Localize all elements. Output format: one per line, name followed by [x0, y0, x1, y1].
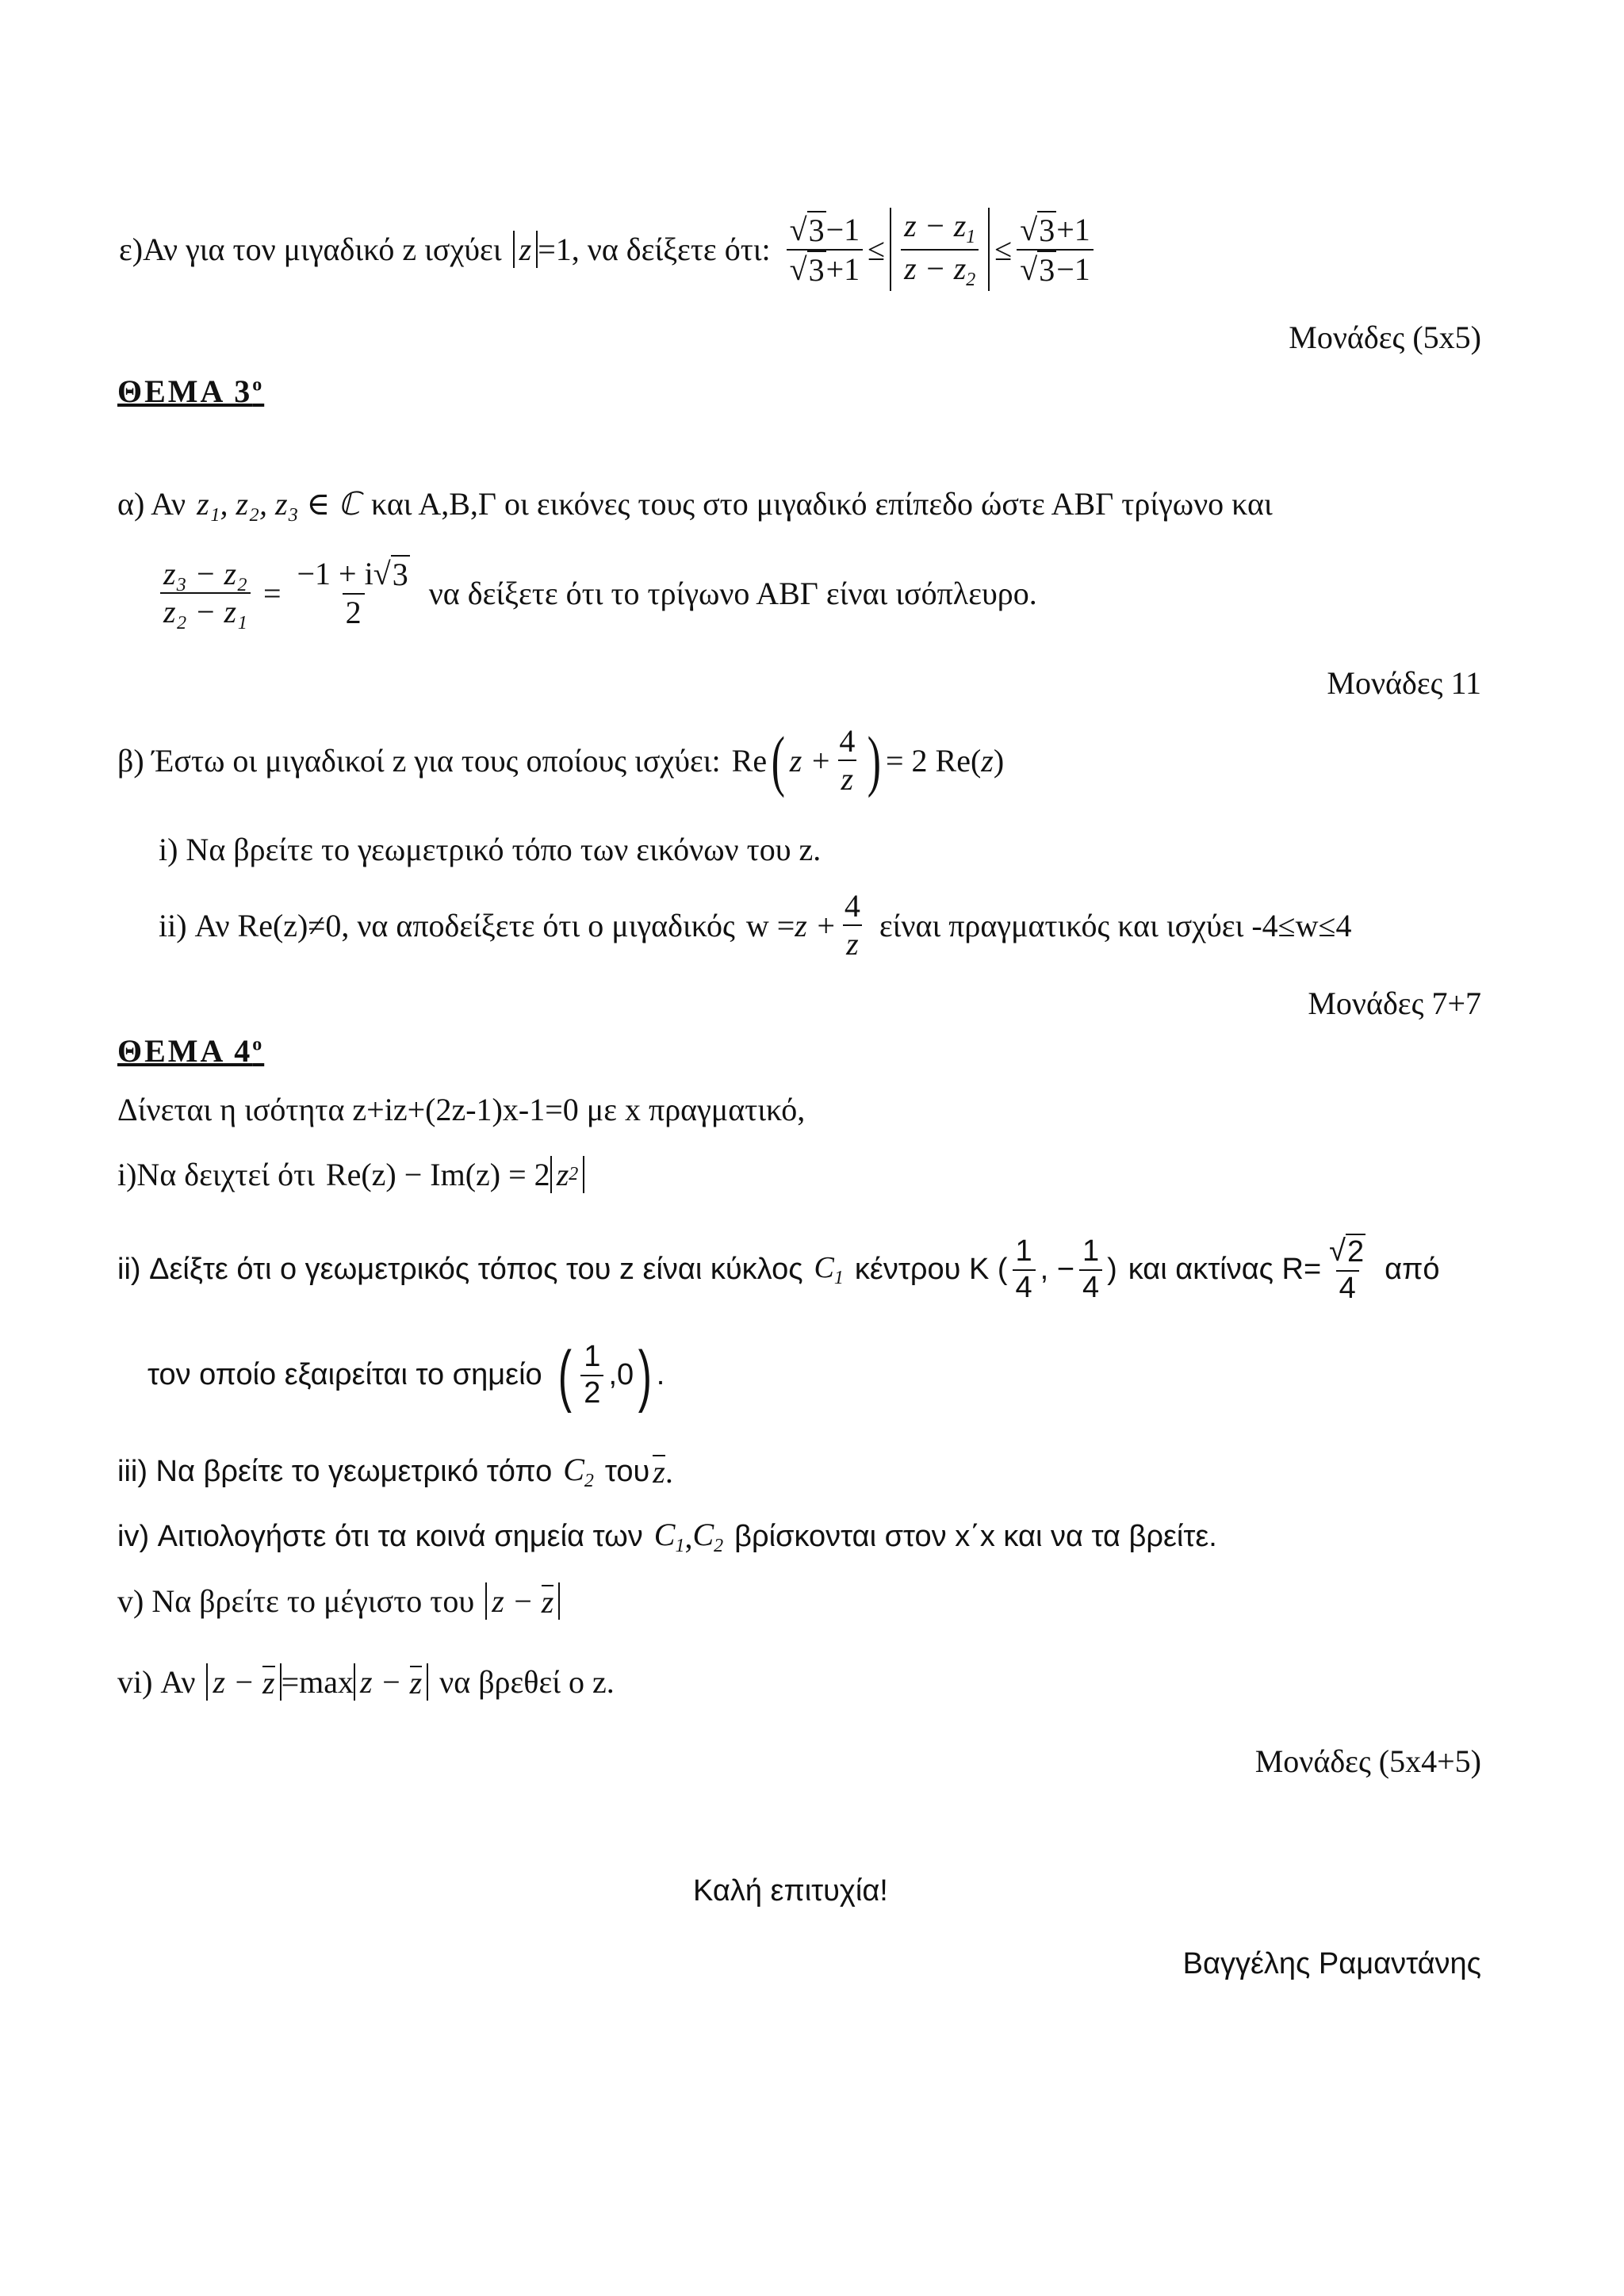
- theme3-a-frac-den: z₂ − z₁: [160, 592, 251, 630]
- theme4-v-abs: [485, 1582, 560, 1620]
- theme4-heading: [117, 1032, 264, 1070]
- theme3-bii-four: 4: [844, 888, 860, 924]
- theme4-ii-period: .: [656, 1358, 665, 1392]
- frac-right-num: √ 3 +1: [1020, 211, 1090, 248]
- theme4-heading-text: ΘΕΜΑ 4: [117, 1033, 253, 1069]
- minus-a: −: [924, 208, 946, 243]
- part-e-line: [119, 208, 1098, 291]
- theme3-b-rhs-z: z: [981, 742, 994, 779]
- theme3-heading-sup: ο: [252, 374, 265, 396]
- theme4-ii-text1: ii) Δείξτε ότι ο γεωμετρικός τόπος του z είναι κύκλος: [117, 1253, 803, 1287]
- abs-z: [513, 231, 538, 268]
- theme4-ii-k1: [1013, 1234, 1036, 1305]
- frac-mid: [901, 208, 979, 291]
- theme4-iii-line: [117, 1451, 673, 1492]
- leq-2: ≤: [994, 232, 1013, 268]
- theme4-heading-sup: ο: [252, 1034, 265, 1055]
- theme4-iii-text1: iii) Να βρείτε το γεωμετρικό τόπο: [117, 1454, 553, 1488]
- theme4-vi-eq: =max: [281, 1664, 354, 1700]
- theme3-bii-frac: [841, 888, 864, 962]
- theme4-ii-c-sub: 1: [833, 1268, 844, 1289]
- theme4-iv-c2-sub: 2: [714, 1536, 724, 1556]
- minus-b: −: [924, 250, 946, 286]
- theme4-iv-c1-sub: 1: [675, 1536, 685, 1556]
- theme4-ii-close: ): [1107, 1253, 1117, 1287]
- abs-ratio: [890, 208, 990, 291]
- theme3-b-four: 4: [839, 723, 856, 759]
- theme3-heading: [117, 373, 264, 410]
- sqrt-3d: 3: [1039, 251, 1055, 288]
- theme4-iii-c-sub: 2: [584, 1471, 594, 1491]
- theme3-a-line2: [155, 555, 1037, 631]
- marks-5x5: Μονάδες (5x5): [1289, 320, 1481, 355]
- theme3-b-re: Re: [731, 742, 768, 779]
- marks-a: Μονάδες 11: [1327, 665, 1481, 701]
- theme3-a-text1: α) Αν: [117, 486, 186, 522]
- frac-mid-num: [901, 208, 979, 249]
- leq-1: ≤: [868, 232, 886, 268]
- part-e-eq1: =1: [538, 232, 572, 268]
- theme4-ii-k-num1: 1: [1015, 1234, 1032, 1268]
- theme4-iv-c2: [692, 1516, 723, 1557]
- theme4-iv-c2-letter: C: [692, 1517, 714, 1552]
- theme4-iii-c2: [563, 1451, 594, 1492]
- theme4-vi-abs2: [354, 1663, 428, 1701]
- theme4-iii-c: C: [563, 1452, 584, 1487]
- part-e-text1: ε)Αν για τον μιγαδικό z ισχύει: [119, 232, 502, 268]
- abs-z-var: z: [519, 232, 532, 268]
- theme3-a-rhs-pre: −1 + i: [297, 556, 373, 591]
- theme4-iv-line: [117, 1516, 1217, 1557]
- theme4-ii-comma: , −: [1040, 1253, 1074, 1287]
- theme4-ii-pt-den: 2: [580, 1375, 603, 1411]
- right-paren: ): [868, 722, 882, 798]
- theme4-ii-text4: από: [1385, 1253, 1440, 1287]
- theme4-ii-pt-rest: ,0: [608, 1358, 634, 1392]
- sub-1: 1: [966, 227, 976, 247]
- theme3-bii-line: [159, 888, 1351, 962]
- theme4-vi-zbar2: z: [409, 1664, 423, 1701]
- theme3-a-text2: και Α,Β,Γ οι εικόνες τους στο μιγαδικό επίπεδο ώστε ΑΒΓ τρίγωνο και: [371, 486, 1273, 522]
- theme4-iv-c1-letter: C: [653, 1517, 676, 1552]
- theme4-ii-r-den: 4: [1336, 1270, 1359, 1307]
- theme3-b-den: z: [838, 760, 857, 798]
- theme4-ii-k2: [1079, 1234, 1102, 1305]
- left-paren: (: [771, 722, 786, 798]
- theme4-i-abs-z: z: [556, 1157, 569, 1192]
- marks-b: Μονάδες 7+7: [1308, 985, 1481, 1021]
- theme4-ii-text2: κέντρου Κ (: [854, 1253, 1008, 1287]
- theme4-iv-comma: ,: [684, 1518, 693, 1555]
- pt-right-paren: ): [638, 1337, 653, 1414]
- theme4-i-text: i)Να δειχτεί ότι: [117, 1157, 315, 1192]
- part-e-text2: , να δείξετε ότι:: [571, 232, 771, 268]
- theme4-ii-pt-num: 1: [584, 1340, 601, 1373]
- theme4-ii-line1: [117, 1234, 1440, 1306]
- sqrt-3b: 3: [808, 251, 825, 288]
- theme4-ii-line2-text: τον οποίο εξαιρείται το σημείο: [147, 1358, 542, 1392]
- theme4-ii-c1: [814, 1250, 844, 1289]
- theme4-iv-text1: iv) Αιτιολογήστε ότι τα κοινά σημεία των: [117, 1519, 643, 1553]
- theme4-vi-text2: να βρεθεί ο z.: [439, 1664, 615, 1700]
- theme4-v-zbar: z: [541, 1583, 554, 1620]
- z-a: z: [904, 208, 917, 243]
- sqrt-3a: 3: [808, 212, 825, 248]
- theme3-a-text3: να δείξετε ότι το τρίγωνο ΑΒΓ είναι ισόπλευρο.: [428, 575, 1037, 611]
- theme3-a-rhs-sqrt: 3: [392, 557, 408, 592]
- theme3-b-text1: β) Έστω οι μιγαδικοί z για τους οποίους ισχύει:: [117, 742, 721, 779]
- theme3-bii-w: w =: [745, 907, 795, 943]
- theme4-v-z: z −: [492, 1583, 534, 1619]
- theme3-a-frac-num: z₃ − z₂: [163, 556, 247, 591]
- theme4-ii-pt: [580, 1340, 603, 1410]
- theme3-a-eq: =: [262, 575, 282, 611]
- frac-right-den: √ 3 −1: [1017, 249, 1094, 289]
- minus-one-b: −1: [1056, 251, 1090, 287]
- theme4-vi-line: [117, 1663, 615, 1701]
- frac-left-den: √ 3 +1: [787, 249, 864, 289]
- theme3-bi: i) Να βρείτε το γεωμετρικό τόπο των εικόνων του z.: [159, 832, 822, 867]
- z-c: z: [904, 250, 917, 286]
- theme4-vi-abs1: [206, 1663, 281, 1701]
- theme4-v-text: v) Να βρείτε το μέγιστο του: [117, 1583, 475, 1619]
- theme4-v-line: [117, 1582, 560, 1620]
- theme4-iii-zbar: z: [653, 1454, 665, 1490]
- theme3-heading-text: ΘΕΜΑ 3: [117, 373, 253, 409]
- theme4-ii-r-sqrt: 2: [1347, 1235, 1365, 1269]
- theme4-i-line: [117, 1156, 584, 1193]
- theme3-a-vars: z₁, z₂, z₃ ∈ ℂ: [197, 486, 361, 522]
- theme3-a-line1: [117, 485, 1273, 522]
- theme4-iii-period: .: [665, 1453, 673, 1490]
- theme3-a-rhs-num: −1 + i √ 3: [297, 556, 408, 592]
- theme3-bii-text1: ii) Αν Re(z)≠0, να αποδείξετε ότι ο μιγαδικός: [159, 907, 735, 943]
- frac-right: [1017, 211, 1094, 289]
- frac-left: [787, 211, 864, 289]
- theme4-iv-text2: βρίσκονται στον x΄x και να τα βρείτε.: [734, 1519, 1217, 1553]
- theme4-ii-r-num: √ 2: [1329, 1234, 1365, 1269]
- marks-theme4: Μονάδες (5x4+5): [1254, 1743, 1481, 1779]
- theme3-b-line: [117, 723, 1004, 798]
- z-d: z: [953, 250, 967, 286]
- plus-one-b: +1: [1056, 211, 1090, 247]
- theme3-bii-den: z: [843, 924, 862, 962]
- theme4-ii-r: [1326, 1234, 1369, 1306]
- theme4-ii-k-num2: 1: [1082, 1234, 1100, 1268]
- good-luck: Καλή επιτυχία!: [693, 1874, 888, 1908]
- theme3-bii-text2: είναι πραγματικός και ισχύει -4≤w≤4: [879, 907, 1352, 943]
- theme4-vi-text1: vi) Αν: [117, 1664, 196, 1700]
- theme4-iv-c1: [654, 1516, 685, 1557]
- frac-left-num: √ 3 −1: [789, 211, 860, 248]
- minus-one-a: −1: [825, 211, 860, 247]
- theme3-b-frac: [836, 723, 858, 798]
- pt-left-paren: (: [557, 1337, 572, 1414]
- theme4-i-sup: 2: [569, 1164, 579, 1184]
- theme4-ii-line2: [147, 1337, 665, 1414]
- theme4-ii-k-den2: 4: [1079, 1269, 1102, 1306]
- sub-2: 2: [966, 269, 976, 290]
- theme3-a-rhs: [294, 555, 413, 631]
- theme4-ii-text3: και ακτίνας R=: [1128, 1253, 1322, 1287]
- theme4-vi-zbar1: z: [262, 1664, 275, 1701]
- theme3-b-z: z +: [789, 742, 832, 779]
- theme3-b-rhs: = 2 Re(: [885, 742, 982, 779]
- theme4-vi-z1: z −: [213, 1664, 255, 1700]
- theme4-i-abs: [550, 1156, 585, 1193]
- frac-mid-den: [901, 249, 979, 292]
- theme4-ii-c: C: [814, 1251, 834, 1285]
- theme3-a-rhs-den: 2: [343, 593, 365, 631]
- z-b: z: [953, 208, 967, 243]
- theme3-b-rhs-close: ): [993, 742, 1005, 779]
- theme4-iii-text2: του: [604, 1454, 650, 1488]
- sqrt-3c: 3: [1039, 212, 1055, 248]
- theme3-a-frac: [160, 556, 251, 630]
- plus-one-a: +1: [825, 251, 860, 287]
- author: Βαγγέλης Ραμαντάνης: [1182, 1947, 1481, 1980]
- theme4-vi-z2: z −: [360, 1664, 402, 1700]
- theme4-ii-k-den1: 4: [1013, 1269, 1036, 1306]
- theme4-intro: Δίνεται η ισότητα z+iz+(2z-1)x-1=0 με x πραγματικό,: [117, 1092, 806, 1127]
- theme4-i-formula: Re(z) − Im(z) = 2: [325, 1157, 550, 1192]
- theme3-bii-z: z +: [795, 907, 837, 943]
